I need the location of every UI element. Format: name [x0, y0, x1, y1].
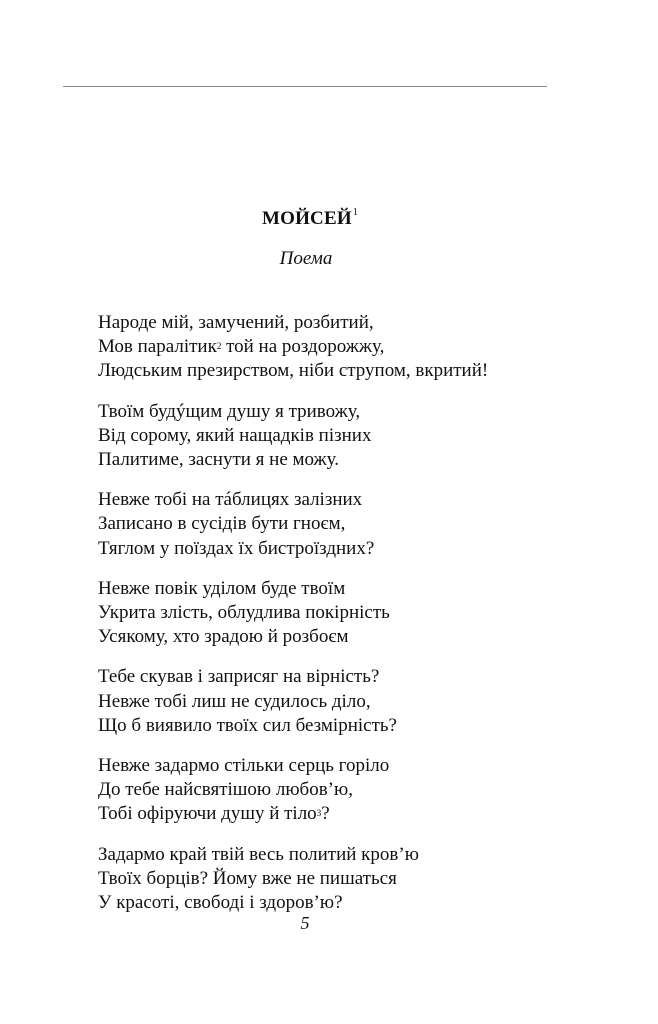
title-footnote-marker: 1	[352, 207, 359, 218]
verse-line: Народе мій, замучений, розбитий,	[98, 312, 374, 333]
verse-line: Невже тобі лиш не судилось діло,	[98, 690, 371, 712]
stanza-2	[98, 400, 578, 473]
page-number: 5	[300, 913, 310, 933]
verse-line	[98, 335, 578, 359]
poem-subtitle: Поема	[279, 248, 333, 269]
verse-line: У красоті, свободі і здоров’ю?	[98, 892, 343, 914]
verse-line: Що б виявило твоїх сил безмірність?	[98, 714, 397, 736]
verse-line: До тебе найсвятішою любов’ю,	[98, 779, 353, 801]
footnote-marker: 2	[216, 341, 222, 352]
stanza-5	[98, 665, 578, 738]
stanza-1	[98, 311, 578, 384]
poem-body	[98, 311, 578, 931]
header-rule	[63, 86, 547, 87]
poem-title	[0, 208, 620, 230]
verse-line: Тебе скував і заприсяг на вірність?	[98, 666, 380, 688]
verse-line: Укрита злість, облудлива покірність	[98, 602, 390, 624]
verse-line-text: ?	[321, 803, 330, 825]
verse-line: Людським презирством, ніби струпом, вкритий!	[98, 360, 489, 382]
verse-line: Невже задармо стільки серць горіло	[98, 755, 390, 777]
verse-line-text: Тобі офіруючи душу й тіло	[98, 803, 317, 825]
verse-line: Невже повік уділом буде твоїм	[98, 577, 346, 599]
footnote-marker: 3	[316, 808, 322, 819]
poem-title-text: МОЙСЕЙ	[261, 208, 352, 229]
stanza-7	[98, 843, 578, 916]
verse-line: Тяглом у поїздах їх бистроїздних?	[98, 537, 375, 559]
verse-line: Невже тобі на тáблицях залізних	[98, 489, 363, 511]
verse-line: Від сорому, який нащадків пізних	[98, 424, 372, 446]
verse-line: Усякому, хто зрадою й розбоєм	[98, 626, 349, 648]
verse-line-text: той на роздорожжу,	[221, 336, 385, 358]
verse-line-text: Мов паралітик	[98, 336, 217, 358]
verse-line	[98, 802, 578, 826]
stanza-3	[98, 488, 578, 561]
verse-line: Записано в сусідів бути гноєм,	[98, 513, 346, 535]
verse-line: Твоїх борців? Йому вже не пишаться	[98, 867, 397, 889]
stanza-4	[98, 577, 578, 650]
verse-line: Задармо край твій весь политий кров’ю	[98, 843, 419, 865]
verse-line: Твоїм будýщим душу я тривожу,	[98, 400, 361, 422]
verse-line: Палитиме, заснути я не можу.	[98, 449, 340, 471]
stanza-6	[98, 754, 578, 827]
